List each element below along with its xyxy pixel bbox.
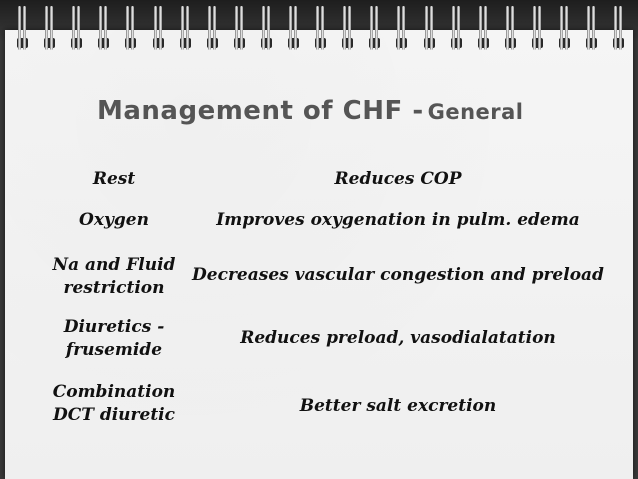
row-1-effect: Reduces COP (334, 169, 462, 189)
row-4-treatment-line-2: frusemide (65, 340, 163, 360)
row-1-treatment-line-1: Rest (92, 169, 136, 189)
binding-ring (560, 6, 566, 50)
row-2-treatment (44, 209, 184, 232)
binding-ring (289, 6, 295, 50)
binding-ring (126, 6, 132, 50)
binding-ring (343, 6, 349, 50)
title-sub: General (427, 100, 524, 124)
row-4-effect: Reduces preload, vasodialatation (240, 328, 556, 348)
binding-ring (425, 6, 431, 50)
row-4-treatment (44, 316, 184, 362)
row-3-treatment (44, 254, 184, 300)
binding-ring (587, 6, 593, 50)
row-5-treatment-line-1: Combination (52, 382, 176, 402)
binding-ring (99, 6, 105, 50)
binding-ring (397, 6, 403, 50)
binding-ring (370, 6, 376, 50)
binding-ring (18, 6, 24, 50)
title-main: Management of CHF - (97, 96, 424, 126)
row-5-effect: Better salt excretion (299, 396, 497, 416)
binding-ring (262, 6, 268, 50)
spiral-binding (0, 0, 638, 60)
binding-ring (208, 6, 214, 50)
binding-ring (45, 6, 51, 50)
row-3-effect: Decreases vascular congestion and preload (192, 265, 604, 285)
binding-ring (181, 6, 187, 50)
row-1-treatment (44, 168, 184, 191)
binding-ring (72, 6, 78, 50)
binding-ring (533, 6, 539, 50)
binding-ring (235, 6, 241, 50)
binding-ring (154, 6, 160, 50)
row-3-treatment-line-2: restriction (63, 278, 165, 298)
slide-title (97, 96, 524, 126)
binding-ring (479, 6, 485, 50)
binding-ring (452, 6, 458, 50)
binding-ring (316, 6, 322, 50)
row-3-treatment-line-1: Na and Fluid (52, 255, 176, 275)
binding-ring (614, 6, 620, 50)
binding-ring (506, 6, 512, 50)
row-2-treatment-line-1: Oxygen (79, 210, 149, 230)
row-5-treatment-line-2: DCT diuretic (53, 405, 175, 425)
row-5-treatment (44, 381, 184, 427)
row-2-effect: Improves oxygenation in pulm. edema (216, 210, 580, 230)
row-4-treatment-line-1: Diuretics - (63, 317, 165, 337)
